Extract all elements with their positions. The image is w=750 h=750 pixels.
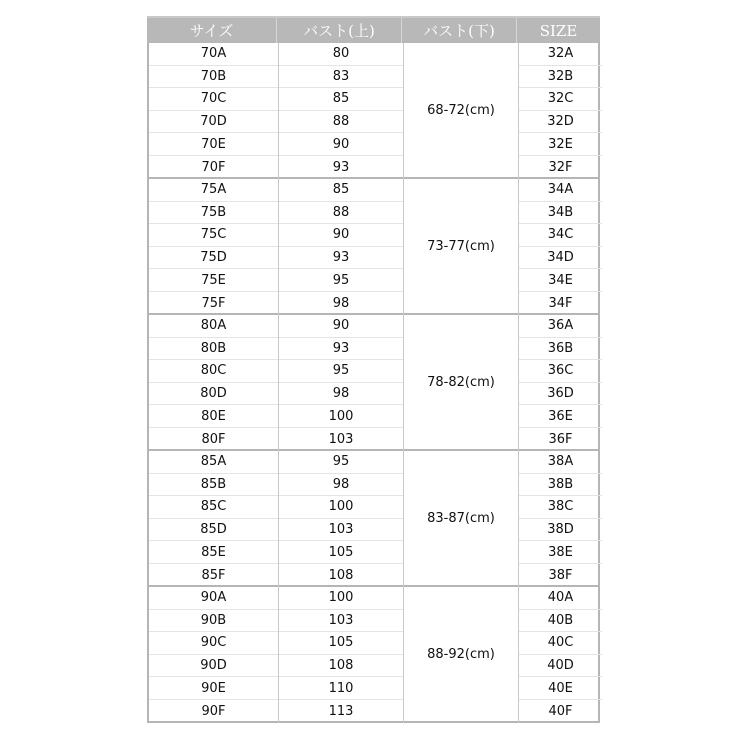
size-us-cell: 40B [519,610,602,633]
bust-top-column [279,315,404,451]
bust-top-cell: 83 [279,66,403,89]
bust-top-column [279,43,404,179]
bust-top-cell: 105 [279,632,403,655]
size-cell: 75A [149,179,278,202]
size-us-cell: 32F [548,159,573,175]
bust-top-cell: 95 [279,451,403,474]
size-us-cell: 38C [519,496,602,519]
bust-top-column [279,179,404,315]
size-cell: 85D [149,519,278,542]
bust-under-range: 68-72(cm) [404,43,519,179]
size-us-cell: 38A [519,451,602,474]
size-us-cell: 40F [548,703,573,719]
size-cell: 70A [149,43,278,66]
size-us-cell: 34D [519,247,602,270]
bust-top-cell: 93 [332,159,350,175]
size-us-cell: 40A [519,587,602,610]
size-cell: 85A [149,451,278,474]
size-us-cell: 40C [519,632,602,655]
bust-under-range: 88-92(cm) [404,587,519,723]
bust-top-cell: 93 [279,247,403,270]
bust-top-cell: 95 [279,269,403,292]
size-us-cell: 36D [519,383,602,406]
size-us-cell: 36F [548,431,573,447]
bust-top-cell: 85 [279,179,403,202]
size-group [147,179,600,315]
size-us-cell: 40D [519,655,602,678]
table-header-row [147,16,600,43]
size-cell: 75D [149,247,278,270]
bust-under-range: 78-82(cm) [404,315,519,451]
size-cell: 90D [149,655,278,678]
size-us-cell: 38B [519,474,602,497]
size-cell: 90F [201,703,226,719]
size-us-cell: 32C [519,88,602,111]
bust-top-cell: 103 [279,519,403,542]
header-bust-under: バスト(下) [402,18,517,43]
size-cell: 80A [149,315,278,338]
bust-top-cell: 88 [279,111,403,134]
size-us-cell: 32E [519,133,602,156]
bust-under-range: 83-87(cm) [404,451,519,587]
bust-top-cell: 100 [279,496,403,519]
bust-top-cell: 98 [279,474,403,497]
size-cell: 90B [149,610,278,633]
bust-top-column [279,587,404,723]
size-cell: 85F [201,567,226,583]
size-us-cell: 38E [519,541,602,564]
size-column [149,587,279,723]
size-column [149,315,279,451]
size-us-cell: 34E [519,269,602,292]
size-us-cell: 34C [519,224,602,247]
size-cell: 90A [149,587,278,610]
header-size-jp: サイズ [147,18,277,43]
size-cell: 70E [149,133,278,156]
size-us-column [519,315,602,451]
size-cell: 70C [149,88,278,111]
bust-top-cell: 90 [279,224,403,247]
size-group [147,587,600,723]
size-us-cell: 38F [548,567,573,583]
size-us-column [519,451,602,587]
size-cell: 85C [149,496,278,519]
header-size-us: SIZE [539,21,578,40]
size-us-cell: 32B [519,66,602,89]
size-cell: 90E [149,677,278,700]
bust-top-cell: 93 [279,338,403,361]
size-us-cell: 36A [519,315,602,338]
bust-top-cell: 113 [328,703,354,719]
bust-top-cell: 95 [279,360,403,383]
bust-top-cell: 110 [279,677,403,700]
size-us-cell: 36E [519,405,602,428]
bust-top-column [279,451,404,587]
size-us-cell: 34B [519,202,602,225]
size-group [147,43,600,179]
size-us-column [519,587,602,723]
size-cell: 75E [149,269,278,292]
bust-top-cell: 90 [279,133,403,156]
size-column [149,451,279,587]
size-us-cell: 32A [519,43,602,66]
size-cell: 85B [149,474,278,497]
size-us-cell: 34A [519,179,602,202]
size-us-cell: 36B [519,338,602,361]
size-us-column [519,43,602,179]
bust-top-cell: 108 [279,655,403,678]
size-cell: 70F [201,159,226,175]
size-chart-table [147,16,600,723]
size-cell: 90C [149,632,278,655]
bust-top-cell: 98 [332,295,350,311]
bust-top-cell: 98 [279,383,403,406]
size-cell: 80B [149,338,278,361]
size-us-cell: 40E [519,677,602,700]
size-us-cell: 34F [548,295,573,311]
header-bust-top: バスト(上) [277,18,402,43]
size-column [149,43,279,179]
size-us-cell: 32D [519,111,602,134]
size-column [149,179,279,315]
size-us-column [519,179,602,315]
bust-top-cell: 88 [279,202,403,225]
size-cell: 80C [149,360,278,383]
size-cell: 80E [149,405,278,428]
size-group [147,315,600,451]
bust-top-cell: 100 [279,405,403,428]
bust-top-cell: 108 [328,567,354,583]
size-cell: 80F [201,431,226,447]
bust-top-cell: 103 [279,610,403,633]
bust-top-cell: 105 [279,541,403,564]
size-cell: 75C [149,224,278,247]
size-cell: 80D [149,383,278,406]
bust-top-cell: 100 [279,587,403,610]
size-cell: 75B [149,202,278,225]
size-us-cell: 38D [519,519,602,542]
size-us-cell: 36C [519,360,602,383]
size-cell: 75F [201,295,226,311]
size-cell: 70D [149,111,278,134]
size-group [147,451,600,587]
bust-top-cell: 103 [328,431,354,447]
bust-top-cell: 80 [279,43,403,66]
bust-top-cell: 90 [279,315,403,338]
size-cell: 70B [149,66,278,89]
bust-under-range: 73-77(cm) [404,179,519,315]
bust-top-cell: 85 [279,88,403,111]
size-cell: 85E [149,541,278,564]
